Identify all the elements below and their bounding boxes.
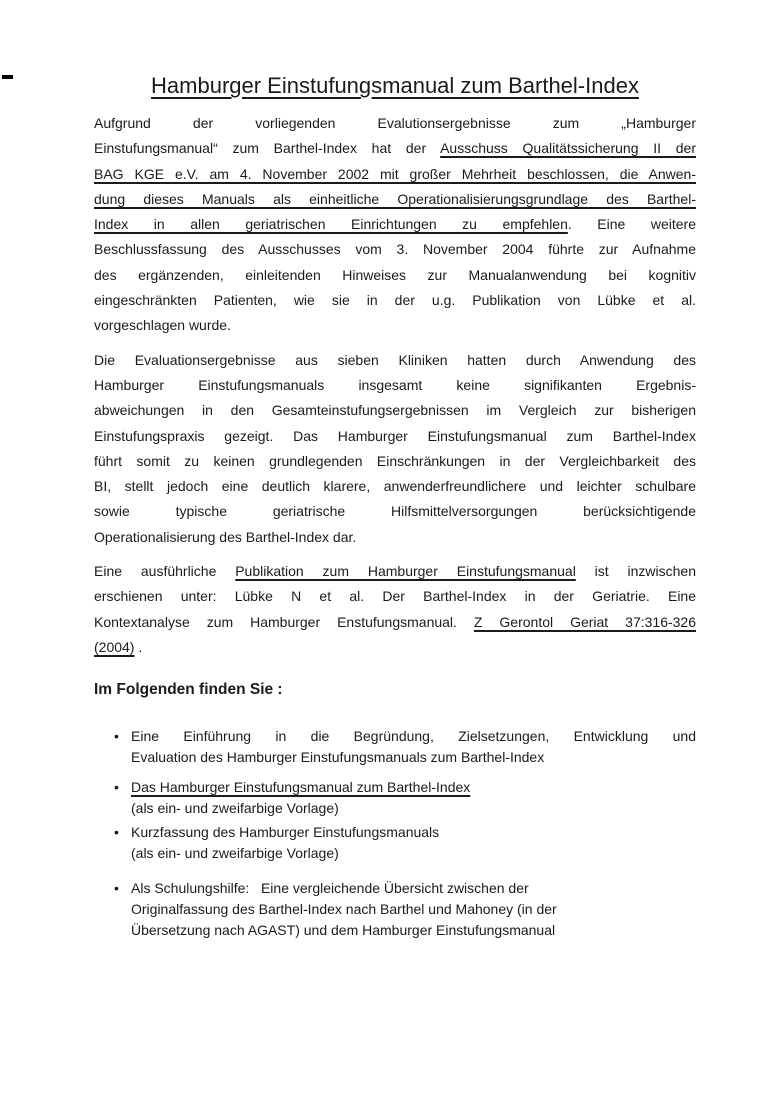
underlined-text-segment: Index in allen geriatrischen Einrichtungen zu empfehlen: [94, 216, 568, 233]
text-segment: eingeschränkten Patienten, wie sie in der u.g. Publikation von Lübke et al.: [94, 292, 696, 309]
underlined-text-segment: BAG KGE e.V. am 4. November 2002 mit großer Mehrheit beschlossen, die Anwen-: [94, 165, 696, 182]
text-segment: Kurzfassung des Hamburger Einstufungsmanuals: [131, 824, 440, 841]
text-line: [94, 136, 696, 161]
text-line: [94, 313, 696, 338]
text-segment: sowie typische geriatrische Hilfsmittelversorgungen berücksichtigende: [94, 503, 696, 520]
text-segment: Originalfassung des Barthel-Index nach Barthel und Mahoney (in der: [131, 901, 557, 918]
bullet-item: [94, 726, 696, 768]
text-segment: . Eine weitere: [567, 216, 696, 233]
underlined-text-segment: Das Hamburger Einstufungsmanual zum Barthel-Index: [131, 779, 471, 796]
text-segment: Die Evaluationsergebnisse aus sieben Kliniken hatten durch Anwendung des: [94, 351, 696, 368]
text-segment: .: [134, 638, 143, 655]
text-segment: BI, stellt jedoch eine deutlich klarere, anwenderfreundlichere und leichter schulbare: [94, 478, 696, 495]
text-segment: ist inzwischen: [575, 563, 696, 580]
text-line: [94, 162, 696, 187]
text-segment: Operationalisierung des Barthel-Index dar.: [94, 528, 357, 545]
text-segment: Eine ausführliche: [94, 563, 236, 580]
text-segment: des ergänzenden, einleitenden Hinweises zur Manualanwendung bei kognitiv: [94, 266, 696, 283]
text-line: [131, 920, 696, 941]
bullet-dot-icon: •: [114, 880, 119, 897]
bullet-dot-icon: •: [114, 779, 119, 796]
text-segment: erschienen unter: Lübke N et al. Der Barthel-Index in der Geriatrie. Eine: [94, 588, 696, 605]
bullet-item: [94, 777, 696, 819]
underlined-text-segment: (2004): [94, 638, 135, 655]
text-line: [94, 584, 696, 609]
text-line: [94, 499, 696, 524]
text-line: [131, 726, 696, 747]
text-segment: Als Schulungshilfe: Eine vergleichende Übersicht zwischen der: [131, 880, 529, 897]
paragraph: [94, 111, 696, 339]
text-line: [94, 635, 696, 660]
text-line: [94, 474, 696, 499]
text-line: [94, 559, 696, 584]
bullet-dot-icon: •: [114, 728, 119, 745]
text-segment: (als ein- und zweifarbige Vorlage): [131, 800, 339, 817]
text-line: [94, 525, 696, 550]
document-page: [0, 74, 770, 1098]
text-segment: Eine Einführung in die Begründung, Zielsetzungen, Entwicklung und: [131, 728, 696, 745]
text-line: [94, 398, 696, 423]
text-segment: abweichungen in den Gesamteinstufungsergebnissen im Vergleich zur bisherigen: [94, 402, 696, 419]
text-segment: Kontextanalyse zum Hamburger Enstufungsmanual.: [94, 613, 474, 630]
text-segment: Einstufungsmanual“ zum Barthel-Index hat der: [94, 140, 441, 157]
text-segment: Übersetzung nach AGAST) und dem Hamburger Einstufungsmanual: [131, 922, 556, 939]
text-line: [94, 348, 696, 373]
text-line: [94, 373, 696, 398]
text-line: [94, 111, 696, 136]
text-line: [131, 822, 696, 843]
text-line: [94, 449, 696, 474]
text-segment: führt somit zu keinen grundlegenden Einschränkungen in der Vergleichbarkeit des: [94, 452, 696, 469]
text-line: [94, 237, 696, 262]
text-segment: Beschlussfassung des Ausschusses vom 3. November 2004 führte zur Aufnahme: [94, 241, 696, 258]
text-line: [94, 212, 696, 237]
text-segment: (als ein- und zweifarbige Vorlage): [131, 845, 339, 862]
underlined-text-segment: Ausschuss Qualitätssicherung II der: [440, 140, 696, 157]
text-segment: Evaluation des Hamburger Einstufungsmanuals zum Barthel-Index: [131, 749, 545, 766]
text-line: [131, 878, 696, 899]
text-line: [131, 798, 696, 819]
document-title: Hamburger Einstufungsmanual zum Barthel-Index: [151, 73, 639, 98]
text-line: [94, 263, 696, 288]
bullet-item: [94, 822, 696, 864]
section-heading: Im Folgenden finden Sie :: [94, 681, 283, 699]
bullet-list: [94, 726, 696, 941]
text-line: [94, 610, 696, 635]
text-line: [94, 288, 696, 313]
text-line: [131, 777, 696, 798]
text-line: [131, 899, 696, 920]
underlined-text-segment: Publikation zum Hamburger Einstufungsmanual: [235, 563, 576, 580]
text-segment: vorgeschlagen wurde.: [94, 317, 231, 334]
document-paragraphs: [0, 111, 770, 660]
text-line: [131, 843, 696, 864]
paragraph: [94, 348, 696, 550]
underlined-text-segment: Z Gerontol Geriat 37:316-326: [473, 613, 696, 630]
text-line: [94, 424, 696, 449]
text-segment: Aufgrund der vorliegenden Evalutionsergebnisse zum „Hamburger: [94, 115, 696, 131]
bullet-dot-icon: •: [114, 824, 119, 841]
paragraph: [94, 559, 696, 660]
text-segment: Einstufungspraxis gezeigt. Das Hamburger Einstufungsmanual zum Barthel-Index: [94, 427, 696, 444]
text-line: [94, 187, 696, 212]
bullet-item: [94, 878, 696, 941]
text-segment: Hamburger Einstufungsmanuals insgesamt keine signifikanten Ergebnis-: [94, 376, 696, 393]
underlined-text-segment: dung dieses Manuals als einheitliche Operationalisierungsgrundlage des Barthel-: [94, 190, 696, 207]
scan-artifact-mark: [2, 75, 13, 79]
text-line: [131, 747, 696, 768]
